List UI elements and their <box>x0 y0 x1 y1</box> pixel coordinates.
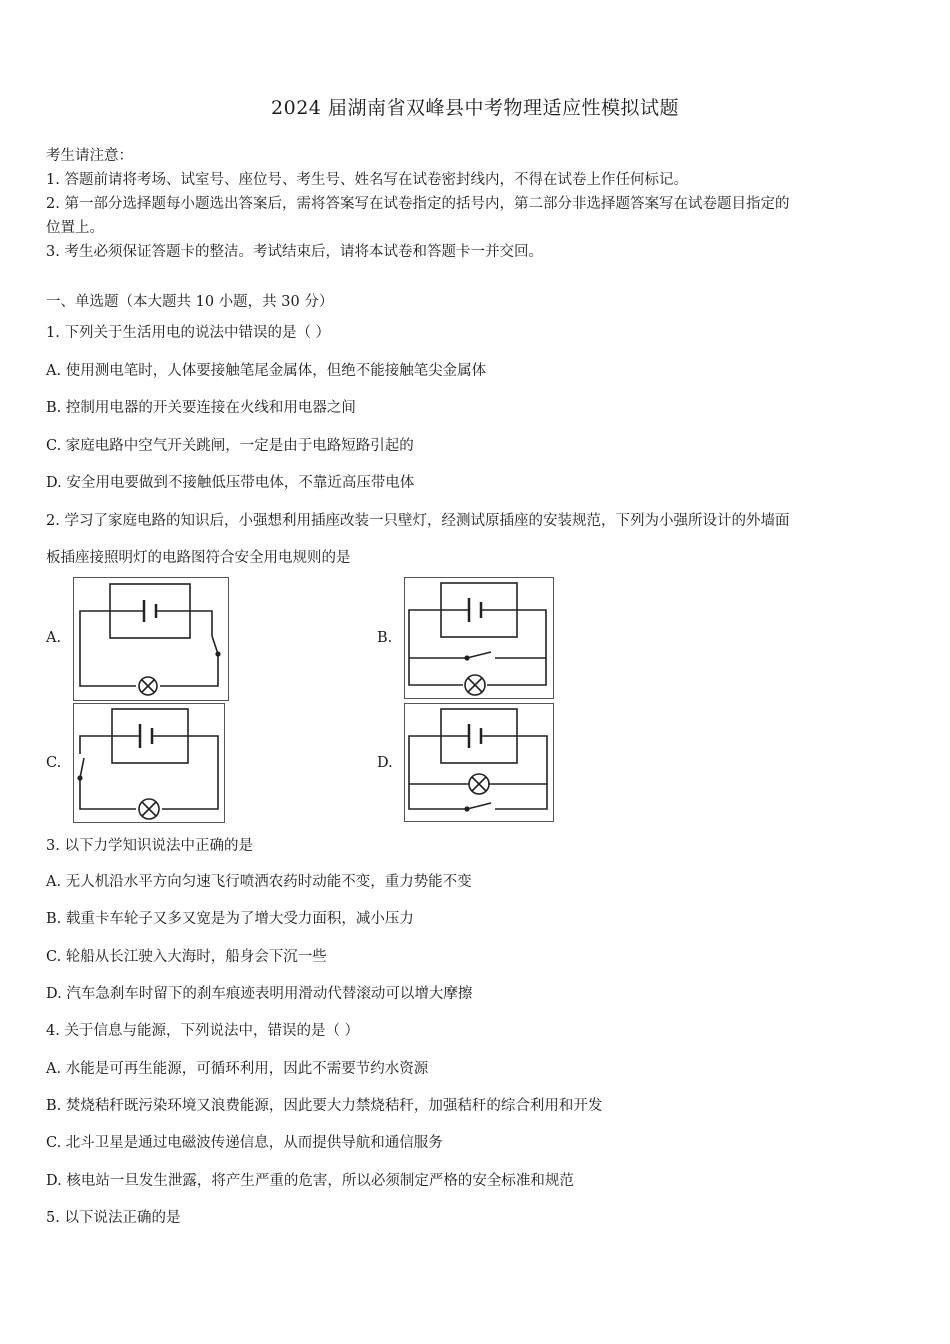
question-stem: 3. 以下力学知识说法中正确的是 <box>46 838 253 854</box>
circuit-c-svg <box>74 704 224 822</box>
option-label: D. <box>377 755 393 771</box>
circuit-d-svg <box>405 704 553 821</box>
exam-title: 2024 届湖南省双峰县中考物理适应性模拟试题 <box>271 97 679 119</box>
question-stem: 1. 下列关于生活用电的说法中错误的是（ ） <box>46 325 331 341</box>
circuit-diagram-d <box>404 703 554 822</box>
answer-option: C. 北斗卫星是通过电磁波传递信息，从而提供导航和通信服务 <box>46 1135 443 1151</box>
notice-item: 2. 第一部分选择题每小题选出答案后，需将答案写在试卷指定的括号内，第二部分非选择题答案写在试卷题目指定的 <box>46 196 790 212</box>
section-heading: 一、单选题（本大题共 10 小题，共 30 分） <box>46 294 334 310</box>
question-stem: 板插座接照明灯的电路图符合安全用电规则的是 <box>46 550 351 566</box>
option-label: B. <box>377 630 393 646</box>
notice-item: 3. 考生必须保证答题卡的整洁。考试结束后，请将本试卷和答题卡一并交回。 <box>46 244 543 260</box>
circuit-diagram-c <box>73 703 225 823</box>
circuit-diagram-a <box>73 577 229 701</box>
answer-option: D. 汽车急刹车时留下的刹车痕迹表明用滑动代替滚动可以增大摩擦 <box>46 986 473 1002</box>
answer-option: D. 核电站一旦发生泄露，将产生严重的危害，所以必须制定严格的安全标准和规范 <box>46 1173 574 1189</box>
circuit-b-svg <box>405 578 553 698</box>
notice-heading: 考生请注意： <box>46 148 133 164</box>
option-label: C. <box>46 755 62 771</box>
answer-option: A. 使用测电笔时，人体要接触笔尾金属体，但绝不能接触笔尖金属体 <box>46 363 487 379</box>
question-stem: 2. 学习了家庭电路的知识后，小强想利用插座改装一只壁灯，经测试原插座的安装规范，下列为小强所设计的外墙面 <box>46 513 790 529</box>
answer-option: C. 家庭电路中空气开关跳闸，一定是由于电路短路引起的 <box>46 438 414 454</box>
question-stem: 4. 关于信息与能源，下列说法中，错误的是（ ） <box>46 1023 360 1039</box>
notice-item: 位置上。 <box>46 220 104 236</box>
answer-option: C. 轮船从长江驶入大海时，船身会下沉一些 <box>46 949 327 965</box>
option-label: A. <box>46 630 62 646</box>
circuit-diagram-b <box>404 577 554 699</box>
answer-option: B. 焚烧秸秆既污染环境又浪费能源，因此要大力禁烧秸秆，加强秸秆的综合利用和开发 <box>46 1098 603 1114</box>
question-stem: 5. 以下说法正确的是 <box>46 1210 181 1226</box>
answer-option: B. 载重卡车轮子又多又宽是为了增大受力面积，减小压力 <box>46 911 414 927</box>
answer-option: A. 水能是可再生能源，可循环利用，因此不需要节约水资源 <box>46 1061 429 1077</box>
answer-option: B. 控制用电器的开关要连接在火线和用电器之间 <box>46 400 356 416</box>
answer-option: A. 无人机沿水平方向匀速飞行喷洒农药时动能不变，重力势能不变 <box>46 874 472 890</box>
notice-item: 1. 答题前请将考场、试室号、座位号、考生号、姓名写在试卷密封线内，不得在试卷上作任何标记。 <box>46 172 688 188</box>
circuit-a-svg <box>74 578 228 700</box>
answer-option: D. 安全用电要做到不接触低压带电体，不靠近高压带电体 <box>46 475 415 491</box>
